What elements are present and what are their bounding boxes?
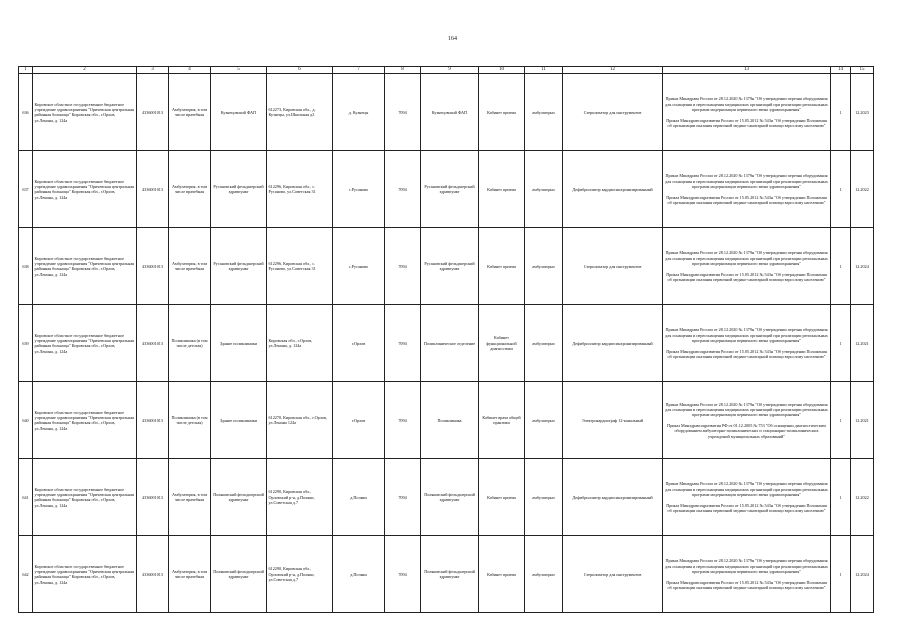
legal-basis-cell: Приказ Минздрава России от 28.12.2020 № 1379н "Об утверждении перечня оборудования для оснащения и переоснащения медицинских организаций при реализации региональных программ модернизации первичного звена здравоохранения" Приказ Минздравсоцразвития России от 15.05.2012 № 543н "Об утверждении Положения об организации оказания первичной медико-санитарной помощи взрослому населению": [663, 536, 831, 613]
quantity-cell: 1: [831, 151, 851, 228]
row-number: 642: [19, 536, 33, 613]
date-cell: 12.2022: [851, 151, 874, 228]
column-number: 10: [479, 67, 525, 74]
legal-basis-cell: Приказ Минздрава России от 28.12.2020 № 1379н "Об утверждении перечня оборудования для оснащения и переоснащения медицинских организаций при реализации региональных программ модернизации первичного звена здравоохранения" Приказ Минздравсоцразвития России от 15.05.2012 № 543н "Об утверждении Положения об организации оказания первичной медико-санитарной помощи взрослому населению": [663, 305, 831, 382]
column-number: 4: [169, 67, 211, 74]
place-cell: Поликлиника: [421, 382, 479, 459]
quantity-cell: 1: [831, 459, 851, 536]
row-number: 641: [19, 459, 33, 536]
organization-cell: Кировское областное государственное бюджетное учреждение здравоохранения "Оричевская центральная районная больница" Кировская обл., г.Орлов, ул.Ленина, д. 124а: [33, 228, 137, 305]
place-cell: Кузнецовский ФАП: [421, 74, 479, 151]
row-number: 637: [19, 151, 33, 228]
locality-cell: д. Кузнецы: [333, 74, 385, 151]
row-number: 639: [19, 305, 33, 382]
row-number: 640: [19, 382, 33, 459]
facility-type-cell: Амбулатория, в том числе врачебная: [169, 228, 211, 305]
organization-cell: Кировское областное государственное бюджетное учреждение здравоохранения "Оричевская центральная районная больница" Кировская обл., г.Орлов, ул.Ленина, д. 124а: [33, 74, 137, 151]
address-cell: 612296, Кировская обл., с. Русаново, ул.Советская 31: [267, 228, 333, 305]
locality-cell: г.Орлов: [333, 305, 385, 382]
inn-cell: 4336001013: [137, 459, 169, 536]
column-number: 2: [33, 67, 137, 74]
inn-cell: 4336001013: [137, 74, 169, 151]
column-number: 3: [137, 67, 169, 74]
row-number: 636: [19, 74, 33, 151]
place-cell: Русановский фельдшерский здравпункт: [421, 151, 479, 228]
legal-basis-cell: Приказ Минздрава России от 28.12.2020 № 1379н "Об утверждении перечня оборудования для оснащения и переоснащения медицинских организаций при реализации региональных программ модернизации первичного звена здравоохранения" Приказ Минздравсоцразвития РФ от 01.12.2005 № 753 "Об оснащении диагностическим оборудованием амбулаторно-поликлинических и стационарно-поликлинических учреждений муниципальных образований": [663, 382, 831, 459]
unit-cell: Здание поликлиники: [211, 382, 267, 459]
quantity-cell: 1: [831, 228, 851, 305]
care-type-cell: амбулаторно: [525, 305, 563, 382]
code-cell: 7094: [385, 228, 421, 305]
quantity-cell: 1: [831, 536, 851, 613]
inn-cell: 4336001013: [137, 151, 169, 228]
place-cell: Поляковский фельдшерский здравпункт: [421, 536, 479, 613]
room-cell: Кабинет врача общей практики: [479, 382, 525, 459]
column-number: 11: [525, 67, 563, 74]
room-cell: Кабинет приема: [479, 459, 525, 536]
legal-basis-cell: Приказ Минздрава России от 28.12.2020 № 1379н "Об утверждении перечня оборудования для оснащения и переоснащения медицинских организаций при реализации региональных программ модернизации первичного звена здравоохранения" Приказ Минздравсоцразвития России от 15.05.2012 № 543н "Об утверждении Положения об организации оказания первичной медико-санитарной помощи взрослому населению": [663, 228, 831, 305]
code-cell: 7094: [385, 151, 421, 228]
date-cell: 12.2021: [851, 382, 874, 459]
column-number: 14: [831, 67, 851, 74]
legal-basis-cell: Приказ Минздрава России от 28.12.2020 № 1379н "Об утверждении перечня оборудования для оснащения и переоснащения медицинских организаций при реализации региональных программ модернизации первичного звена здравоохранения" Приказ Минздравсоцразвития России от 15.05.2012 № 543н "Об утверждении Положения об организации оказания первичной медико-санитарной помощи взрослому населению": [663, 74, 831, 151]
column-number: 9: [421, 67, 479, 74]
equipment-cell: Стерилизатор для инструментов: [563, 228, 663, 305]
locality-cell: д.Поляки: [333, 536, 385, 613]
care-type-cell: амбулаторно: [525, 228, 563, 305]
locality-cell: д.Поляки: [333, 459, 385, 536]
row-number: 638: [19, 228, 33, 305]
unit-cell: Здание поликлиники: [211, 305, 267, 382]
care-type-cell: амбулаторно: [525, 382, 563, 459]
table-row: [19, 74, 874, 151]
column-number: 15: [851, 67, 874, 74]
address-cell: 612296, Кировская обл., с. Русаново, ул.Советская 31: [267, 151, 333, 228]
care-type-cell: амбулаторно: [525, 459, 563, 536]
column-number: 8: [385, 67, 421, 74]
date-cell: 12.2021: [851, 305, 874, 382]
facility-type-cell: Поликлиника (в том числе детская): [169, 305, 211, 382]
table-row: [19, 382, 874, 459]
quantity-cell: 1: [831, 305, 851, 382]
quantity-cell: 1: [831, 74, 851, 151]
address-cell: 612270, Кировская обл., г.Орлов, ул.Ленина 124а: [267, 382, 333, 459]
code-cell: 7094: [385, 74, 421, 151]
locality-cell: с.Русаново: [333, 228, 385, 305]
facility-type-cell: Поликлиника (в том числе детская): [169, 382, 211, 459]
facility-type-cell: Амбулатория, в том числе врачебная: [169, 74, 211, 151]
page-number: 164: [448, 36, 457, 42]
facility-type-cell: Амбулатория, в том числе врачебная: [169, 459, 211, 536]
locality-cell: с.Русаново: [333, 151, 385, 228]
care-type-cell: амбулаторно: [525, 536, 563, 613]
care-type-cell: амбулаторно: [525, 151, 563, 228]
place-cell: Русановский фельдшерский здравпункт: [421, 228, 479, 305]
equipment-cell: Стерилизатор для инструментов: [563, 74, 663, 151]
address-cell: 612290, Кировская обл., Орловский р-н, д.Поляки, ул.Советская д.7: [267, 459, 333, 536]
equipment-cell: Электрокардиограф 12-канальный: [563, 382, 663, 459]
unit-cell: Поляковский фельдшерский здравпункт: [211, 536, 267, 613]
organization-cell: Кировское областное государственное бюджетное учреждение здравоохранения "Оричевская центральная районная больница" Кировская обл., г.Орлов, ул.Ленина, д. 124а: [33, 536, 137, 613]
unit-cell: Русановский фельдшерский здравпункт: [211, 151, 267, 228]
room-cell: Кабинет приема: [479, 536, 525, 613]
care-type-cell: амбулаторно: [525, 74, 563, 151]
unit-cell: Русановский фельдшерский здравпункт: [211, 228, 267, 305]
inn-cell: 4336001013: [137, 228, 169, 305]
address-cell: Кировская обл., г.Орлов, ул.Ленина, д. 124а: [267, 305, 333, 382]
code-cell: 7094: [385, 305, 421, 382]
date-cell: 12.2024: [851, 536, 874, 613]
date-cell: 12.2022: [851, 459, 874, 536]
facility-type-cell: Амбулатория, в том числе врачебная: [169, 151, 211, 228]
organization-cell: Кировское областное государственное бюджетное учреждение здравоохранения "Оричевская центральная районная больница" Кировская обл., г.Орлов, ул.Ленина, д. 124а: [33, 459, 137, 536]
date-cell: 12.2024: [851, 228, 874, 305]
unit-cell: Кузнецовский ФАП: [211, 74, 267, 151]
legal-basis-cell: Приказ Минздрава России от 28.12.2020 № 1379н "Об утверждении перечня оборудования для оснащения и переоснащения медицинских организаций при реализации региональных программ модернизации первичного звена здравоохранения" Приказ Минздравсоцразвития России от 15.05.2012 № 543н "Об утверждении Положения об организации оказания первичной медико-санитарной помощи взрослому населению": [663, 459, 831, 536]
place-cell: Поляковский фельдшерский здравпункт: [421, 459, 479, 536]
inn-cell: 4336001013: [137, 305, 169, 382]
table-row: [19, 305, 874, 382]
code-cell: 7094: [385, 382, 421, 459]
unit-cell: Поляковский фельдшерский здравпункт: [211, 459, 267, 536]
table-row: [19, 459, 874, 536]
table-row: [19, 228, 874, 305]
column-number: 12: [563, 67, 663, 74]
room-cell: Кабинет функциональной диагностики: [479, 305, 525, 382]
address-cell: 612290, Кировская обл., Орловский р-н, д.Поляки, ул.Советская д.7: [267, 536, 333, 613]
legal-basis-cell: Приказ Минздрава России от 28.12.2020 № 1379н "Об утверждении перечня оборудования для оснащения и переоснащения медицинских организаций при реализации региональных программ модернизации первичного звена здравоохранения" Приказ Минздравсоцразвития России от 15.05.2012 № 543н "Об утверждении Положения об организации оказания первичной медико-санитарной помощи взрослому населению": [663, 151, 831, 228]
equipment-cell: Дефибриллятор кардиосинхронизированный: [563, 305, 663, 382]
equipment-cell: Дефибриллятор кардиосинхронизированный: [563, 459, 663, 536]
column-number: 6: [267, 67, 333, 74]
column-number: 13: [663, 67, 831, 74]
organization-cell: Кировское областное государственное бюджетное учреждение здравоохранения "Оричевская центральная районная больница" Кировская обл., г.Орлов, ул.Ленина, д. 124а: [33, 305, 137, 382]
equipment-register-table: [18, 66, 874, 613]
place-cell: Поликлиническое отделение: [421, 305, 479, 382]
room-cell: Кабинет приема: [479, 151, 525, 228]
organization-cell: Кировское областное государственное бюджетное учреждение здравоохранения "Оричевская центральная районная больница" Кировская обл., г.Орлов, ул.Ленина, д. 124а: [33, 151, 137, 228]
organization-cell: Кировское областное государственное бюджетное учреждение здравоохранения "Оричевская центральная районная больница" Кировская обл., г.Орлов, ул.Ленина, д. 124а: [33, 382, 137, 459]
address-cell: 612273, Кировская обл., д. Кузнецы, ул.Школьная д3: [267, 74, 333, 151]
table-row: [19, 536, 874, 613]
table-row: [19, 151, 874, 228]
quantity-cell: 1: [831, 382, 851, 459]
column-number: 7: [333, 67, 385, 74]
inn-cell: 4336001013: [137, 382, 169, 459]
locality-cell: г.Орлов: [333, 382, 385, 459]
facility-type-cell: Амбулатория, в том числе врачебная: [169, 536, 211, 613]
date-cell: 12.2023: [851, 74, 874, 151]
column-number: 1: [19, 67, 33, 74]
room-cell: Кабинет приема: [479, 228, 525, 305]
column-number-row: [19, 67, 874, 74]
code-cell: 7094: [385, 459, 421, 536]
equipment-cell: Стерилизатор для инструментов: [563, 536, 663, 613]
equipment-cell: Дефибриллятор кардиосинхронизированный: [563, 151, 663, 228]
column-number: 5: [211, 67, 267, 74]
code-cell: 7094: [385, 536, 421, 613]
inn-cell: 4336001013: [137, 536, 169, 613]
room-cell: Кабинет приема: [479, 74, 525, 151]
